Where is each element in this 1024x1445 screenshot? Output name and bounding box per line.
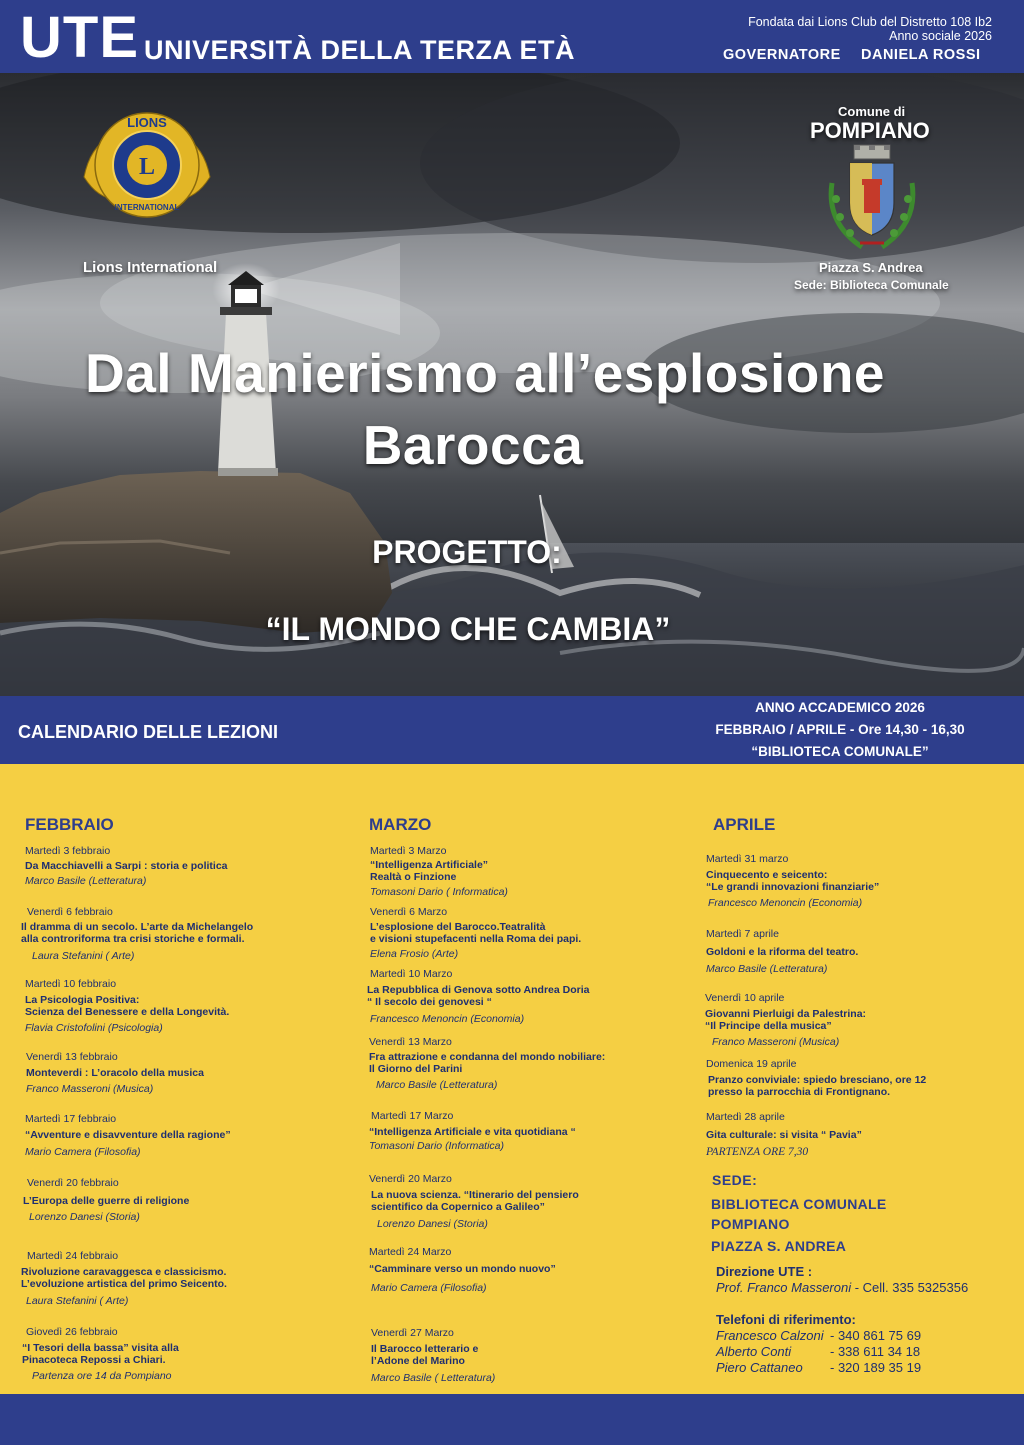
lesson-author: Francesco Menoncin (Economia) [708,896,863,909]
contact-phone: - 340 861 75 69 [830,1328,922,1343]
lesson-item [706,1058,926,1099]
lesson-author: Lorenzo Danesi (Storia) [377,1217,488,1230]
month-heading-aprile: APRILE [713,815,776,834]
lesson-title: “Intelligenza Artificiale” Realtà o Finzione [370,858,489,883]
contact-row [716,1360,921,1375]
main-title-line2: Barocca [362,414,584,476]
lesson-title: L’esplosione del Barocco.Teatralità e visioni stupefacenti nella Roma dei papi. [370,920,582,945]
contact-name: Alberto Conti [716,1344,792,1359]
lesson-title: Pranzo conviviale: spiedo bresciano, ore 12 presso la parrocchia di Frontignano. [708,1073,927,1098]
lesson-author: Flavia Cristofolini (Psicologia) [25,1021,163,1034]
lesson-date: Martedì 10 Marzo [370,968,453,980]
lesson-title: “Intelligenza Artificiale e vita quotidiana “ [369,1125,576,1138]
lesson-date: Martedì 10 febbraio [25,978,117,990]
main-title-line1: Dal Manierismo all’esplosione [84,342,886,404]
founded-note [748,15,992,43]
lesson-date: Venerdì 13 febbraio [26,1051,118,1063]
direzione-contact [716,1280,968,1295]
lesson-item [367,968,589,1025]
lesson-author: Elena Frosio (Arte) [370,947,459,960]
lesson-title: Giovanni Pierluigi da Palestrina: “Il Principe della musica” [705,1007,867,1032]
lesson-author: Franco Masseroni (Musica) [712,1035,840,1048]
month-heading-marzo: MARZO [369,815,432,834]
contact-row [716,1344,920,1359]
calendar-title: CALENDARIO DELLE LEZIONI [18,722,278,742]
lesson-item [23,1177,189,1224]
lesson-item [369,1246,556,1295]
lesson-title: Monteverdi : L’oracolo della musica [26,1066,204,1079]
lesson-author: Tomasoni Dario ( Informatica) [370,885,508,898]
lesson-author: Lorenzo Danesi (Storia) [29,1211,140,1223]
lesson-date: Venerdì 10 aprile [705,992,785,1004]
lesson-date: Martedì 3 Marzo [370,845,447,857]
lesson-author: Mario Camera (Filosofia) [25,1146,141,1158]
lesson-date: Martedì 3 febbraio [25,845,111,857]
lesson-title: Il Barocco letterario e l’Adone del Marino [371,1342,479,1367]
venue-name: “BIBLIOTECA COMUNALE” [751,744,929,759]
lesson-item [705,992,866,1048]
telefoni-label: Telefoni di riferimento: [716,1312,856,1327]
sede-venue: BIBLIOTECA COMUNALE [711,1196,887,1212]
lesson-item [25,978,229,1034]
lesson-date: Martedì 31 marzo [706,853,789,865]
header-bar [0,0,1024,73]
lesson-title: “Avventure e disavventure della ragione” [25,1128,231,1141]
lesson-date: Venerdì 27 Marzo [371,1327,454,1339]
lesson-item [21,1250,227,1307]
lesson-item [26,1051,204,1096]
lesson-item [371,1327,495,1384]
contact-name: Francesco Calzoni [716,1328,824,1343]
lions-label: Lions International [83,259,218,276]
lesson-title: “Camminare verso un mondo nuovo” [369,1262,556,1275]
pompiano-crest-icon [826,143,918,253]
lesson-date: Venerdì 6 febbraio [27,906,113,918]
lesson-date: Domenica 19 aprile [706,1058,797,1070]
piazza-label: Piazza S. Andrea [819,260,923,275]
comune-di-label: Comune di [838,104,906,119]
governor-name: DANIELA ROSSI [861,47,981,63]
lesson-title: Goldoni e la riforma del teatro. [706,945,859,958]
lions-logo [80,107,214,229]
lesson-date: Martedì 28 aprile [706,1111,785,1123]
month-heading-febbraio: FEBBRAIO [25,815,114,834]
lesson-item [25,1113,231,1159]
contact-row [716,1328,921,1343]
lesson-author: Marco Basile (Letteratura) [376,1078,498,1091]
lesson-date: Venerdì 20 Marzo [369,1173,452,1185]
lesson-item [370,906,581,960]
ute-logo-text: UTE [20,5,139,70]
trip-departure-time: PARTENZA ORE 7,30 [706,1146,809,1158]
lesson-author: Francesco Menoncin (Economia) [370,1012,525,1025]
lions-logo-bottom-text: INTERNATIONAL [114,203,180,212]
lesson-title: Cinquecento e seicento: “Le grandi innovazioni finanziarie” [706,868,880,893]
lesson-title: L’Europa delle guerre di religione [23,1194,190,1207]
lesson-author: Marco Basile (Letteratura) [706,963,828,975]
lesson-date: Martedì 17 Marzo [371,1110,454,1122]
lesson-item [370,845,508,898]
lesson-date: Martedì 24 Marzo [369,1246,452,1258]
lesson-item [22,1326,179,1382]
footer-bar [0,1394,1024,1445]
social-year: Anno sociale 2026 [889,29,992,43]
lesson-title: La nuova scienza. “Itinerario del pensiero scientifico da Copernico a Galileo” [371,1188,579,1213]
lesson-item [21,906,253,962]
progetto-label: PROGETTO: [372,534,562,570]
lesson-item [25,845,228,888]
university-title: UNIVERSITÀ DELLA TERZA ETÀ [144,35,575,65]
schedule-hours: FEBBRAIO / APRILE - Ore 14,30 - 16,30 [715,722,965,737]
academic-year: ANNO ACCADEMICO 2026 [755,700,925,715]
lions-logo-top-text: LIONS [127,115,167,130]
contact-name: Piero Cattaneo [716,1360,803,1375]
lesson-author: Marco Basile (Letteratura) [25,875,147,887]
contact-phone: - 338 611 34 18 [830,1344,921,1359]
project-name: “IL MONDO CHE CAMBIA” [265,611,671,647]
lesson-date: Venerdì 20 febbraio [27,1177,119,1189]
governor-label: GOVERNATORE [723,47,841,63]
lesson-title: Da Macchiavelli a Sarpi : storia e politica [25,859,228,872]
lesson-title: Il dramma di un secolo. L’arte da Michelangelo alla controriforma tra crisi storiche e formali. [21,920,254,945]
lesson-item [369,1036,605,1091]
lions-logo-letter: L [138,154,156,180]
sede-address: PIAZZA S. ANDREA [711,1238,847,1254]
lesson-item [706,928,858,976]
lesson-author: Franco Masseroni (Musica) [26,1083,154,1095]
lesson-date: Martedì 7 aprile [706,928,779,940]
lesson-item [706,1111,862,1141]
lesson-author: Tomasoni Dario (Informatica) [369,1140,504,1152]
hero-image [0,73,1024,696]
lesson-title: Rivoluzione caravaggesca e classicismo. L’evoluzione artistica del primo Seicento. [21,1265,227,1290]
lesson-author: Marco Basile ( Letteratura) [371,1371,496,1384]
lesson-author: Mario Camera (Filosofia) [371,1282,487,1294]
direzione-name: Prof. Franco Masseroni [716,1280,852,1295]
lesson-author: Partenza ore 14 da Pompiano [32,1369,172,1382]
lesson-item [706,853,879,909]
program-section [0,764,1024,1394]
lesson-author: Laura Stefanini ( Arte) [32,949,135,962]
lesson-title: “I Tesori della bassa” visita alla Pinacoteca Repossi a Chiari. [22,1341,179,1366]
sede-label: Sede: Biblioteca Comunale [794,278,949,292]
sede-town: POMPIANO [711,1216,790,1232]
lesson-item [369,1110,576,1153]
sede-heading: SEDE: [712,1172,758,1188]
calendar-band [0,696,1024,764]
lesson-date: Giovedì 26 febbraio [26,1326,118,1338]
direzione-phone: - Cell. 335 5325356 [851,1280,969,1295]
lesson-title: Fra attrazione e condanna del mondo nobiliare: Il Giorno del Parini [369,1050,606,1075]
lesson-date: Martedì 24 febbraio [27,1250,119,1262]
lesson-date: Venerdì 13 Marzo [369,1036,452,1048]
lesson-title: Gita culturale: si visita “ Pavia” [706,1128,862,1141]
contact-phone: - 320 189 35 19 [830,1360,922,1375]
lesson-date: Venerdì 6 Marzo [370,906,448,918]
lesson-date: Martedì 17 febbraio [25,1113,117,1125]
founded-line: Fondata dai Lions Club del Distretto 108 Ib2 [748,15,992,29]
lesson-author: Laura Stefanini ( Arte) [26,1294,129,1307]
lesson-item [369,1173,579,1230]
lesson-title: La Repubblica di Genova sotto Andrea Doria “ Il secolo dei genovesi “ [367,983,590,1008]
direzione-label: Direzione UTE : [716,1264,813,1279]
comune-name: POMPIANO [810,118,930,143]
lesson-title: La Psicologia Positiva: Scienza del Benessere e della Longevità. [25,993,230,1018]
